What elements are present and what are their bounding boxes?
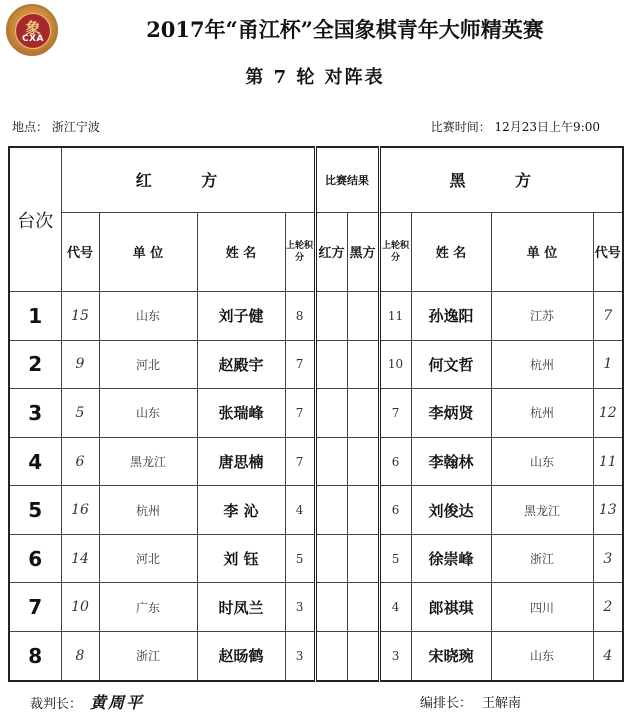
group-header-row (9, 147, 623, 212)
board-number: 4 (9, 437, 61, 486)
result-black-cell[interactable] (347, 631, 379, 681)
referee-label: 裁判长： (30, 697, 83, 712)
red-unit: 河北 (99, 340, 197, 389)
result-red-cell[interactable] (315, 437, 347, 486)
red-unit: 河北 (99, 534, 197, 583)
black-prev-points: 5 (379, 534, 411, 583)
result-red-cell[interactable] (315, 534, 347, 583)
column-header-row (9, 212, 623, 292)
red-name: 刘子健 (197, 292, 285, 341)
referee-signature: 黄周平 (90, 693, 145, 712)
black-code: 13 (593, 486, 623, 535)
red-code-header: 代号 (61, 212, 99, 292)
black-code-header: 代号 (593, 212, 623, 292)
black-name: 何文哲 (411, 340, 491, 389)
black-unit: 四川 (491, 583, 593, 632)
black-prev-points: 10 (379, 340, 411, 389)
red-name: 张瑞峰 (197, 389, 285, 438)
red-name: 李 沁 (197, 486, 285, 535)
venue-text: 地点： 浙江宁波 (12, 120, 100, 134)
result-black-cell[interactable] (347, 389, 379, 438)
black-unit-header: 单 位 (491, 212, 593, 292)
table-row (9, 437, 623, 486)
result-black-header: 黑方 (347, 212, 379, 292)
pairing-table (8, 146, 624, 682)
match-time-text: 比赛时间： 12月23日上午9:00 (430, 120, 600, 134)
result-red-header: 红方 (315, 212, 347, 292)
black-side-header: 黑 方 (379, 147, 623, 212)
red-unit: 山东 (99, 292, 197, 341)
red-side-header: 红 方 (61, 147, 315, 212)
black-unit: 黑龙江 (491, 486, 593, 535)
table-row (9, 534, 623, 583)
black-prev-points-header: 上轮积分 (379, 212, 411, 292)
table-row (9, 583, 623, 632)
red-unit: 浙江 (99, 631, 197, 681)
black-code: 7 (593, 292, 623, 341)
board-number: 1 (9, 292, 61, 341)
black-prev-points: 7 (379, 389, 411, 438)
black-code: 4 (593, 631, 623, 681)
red-prev-points: 7 (285, 340, 315, 389)
black-prev-points: 6 (379, 486, 411, 535)
black-unit: 杭州 (491, 389, 593, 438)
table-row (9, 486, 623, 535)
scheduler-label: 编排长： (420, 696, 473, 711)
black-unit: 杭州 (491, 340, 593, 389)
black-unit: 江苏 (491, 292, 593, 341)
result-header: 比赛结果 (315, 147, 379, 212)
red-code: 6 (61, 437, 99, 486)
black-prev-points: 3 (379, 631, 411, 681)
black-prev-points: 4 (379, 583, 411, 632)
red-code: 8 (61, 631, 99, 681)
black-code: 11 (593, 437, 623, 486)
result-red-cell[interactable] (315, 389, 347, 438)
red-name: 刘 钰 (197, 534, 285, 583)
red-code: 10 (61, 583, 99, 632)
board-number: 3 (9, 389, 61, 438)
black-name: 郎祺琪 (411, 583, 491, 632)
pairing-rows (9, 292, 623, 681)
black-code: 3 (593, 534, 623, 583)
red-unit: 杭州 (99, 486, 197, 535)
result-black-cell[interactable] (347, 534, 379, 583)
result-red-cell[interactable] (315, 486, 347, 535)
red-name-header: 姓 名 (197, 212, 285, 292)
red-prev-points: 8 (285, 292, 315, 341)
red-code: 16 (61, 486, 99, 535)
black-name: 李炳贤 (411, 389, 491, 438)
black-name: 刘俊达 (411, 486, 491, 535)
result-red-cell[interactable] (315, 583, 347, 632)
board-number: 8 (9, 631, 61, 681)
black-name: 徐崇峰 (411, 534, 491, 583)
red-prev-points: 5 (285, 534, 315, 583)
red-prev-points-header: 上轮积分 (285, 212, 315, 292)
result-red-cell[interactable] (315, 340, 347, 389)
red-code: 14 (61, 534, 99, 583)
referee-line (30, 690, 144, 713)
cxa-logo (6, 4, 58, 56)
red-prev-points: 7 (285, 389, 315, 438)
black-code: 12 (593, 389, 623, 438)
red-prev-points: 7 (285, 437, 315, 486)
result-black-cell[interactable] (347, 437, 379, 486)
logo-emblem (15, 13, 51, 49)
red-unit-header: 单 位 (99, 212, 197, 292)
table-row (9, 340, 623, 389)
red-prev-points: 3 (285, 583, 315, 632)
red-unit: 黑龙江 (99, 437, 197, 486)
black-name: 宋晓琬 (411, 631, 491, 681)
red-name: 赵旸鹤 (197, 631, 285, 681)
board-number: 2 (9, 340, 61, 389)
red-unit: 山东 (99, 389, 197, 438)
table-row (9, 292, 623, 341)
result-red-cell[interactable] (315, 292, 347, 341)
red-prev-points: 3 (285, 631, 315, 681)
result-black-cell[interactable] (347, 292, 379, 341)
black-code: 2 (593, 583, 623, 632)
scheduler-name: 王解南 (482, 696, 522, 711)
black-prev-points: 6 (379, 437, 411, 486)
result-black-cell[interactable] (347, 486, 379, 535)
red-prev-points: 4 (285, 486, 315, 535)
black-name: 李翰林 (411, 437, 491, 486)
scheduler-line (420, 692, 521, 711)
table-row (9, 389, 623, 438)
black-name-header: 姓 名 (411, 212, 491, 292)
black-unit: 山东 (491, 631, 593, 681)
red-code: 9 (61, 340, 99, 389)
black-prev-points: 11 (379, 292, 411, 341)
logo-mark: 象 (25, 19, 41, 37)
red-name: 唐思楠 (197, 437, 285, 486)
red-name: 赵殿宇 (197, 340, 285, 389)
red-code: 15 (61, 292, 99, 341)
red-name: 时凤兰 (197, 583, 285, 632)
logo-text: CXA (21, 34, 44, 44)
result-red-cell[interactable] (315, 631, 347, 681)
black-name: 孙逸阳 (411, 292, 491, 341)
black-code: 1 (593, 340, 623, 389)
red-unit: 广东 (99, 583, 197, 632)
board-number: 7 (9, 583, 61, 632)
board-number: 5 (9, 486, 61, 535)
page-title: 2017年“甬江杯”全国象棋青年大师精英赛 (146, 17, 544, 42)
result-black-cell[interactable] (347, 340, 379, 389)
board-header: 台次 (9, 147, 61, 292)
black-unit: 山东 (491, 437, 593, 486)
table-row (9, 631, 623, 681)
result-black-cell[interactable] (347, 583, 379, 632)
red-code: 5 (61, 389, 99, 438)
round-subtitle: 第 7 轮 对阵表 (245, 67, 385, 88)
board-number: 6 (9, 534, 61, 583)
black-unit: 浙江 (491, 534, 593, 583)
